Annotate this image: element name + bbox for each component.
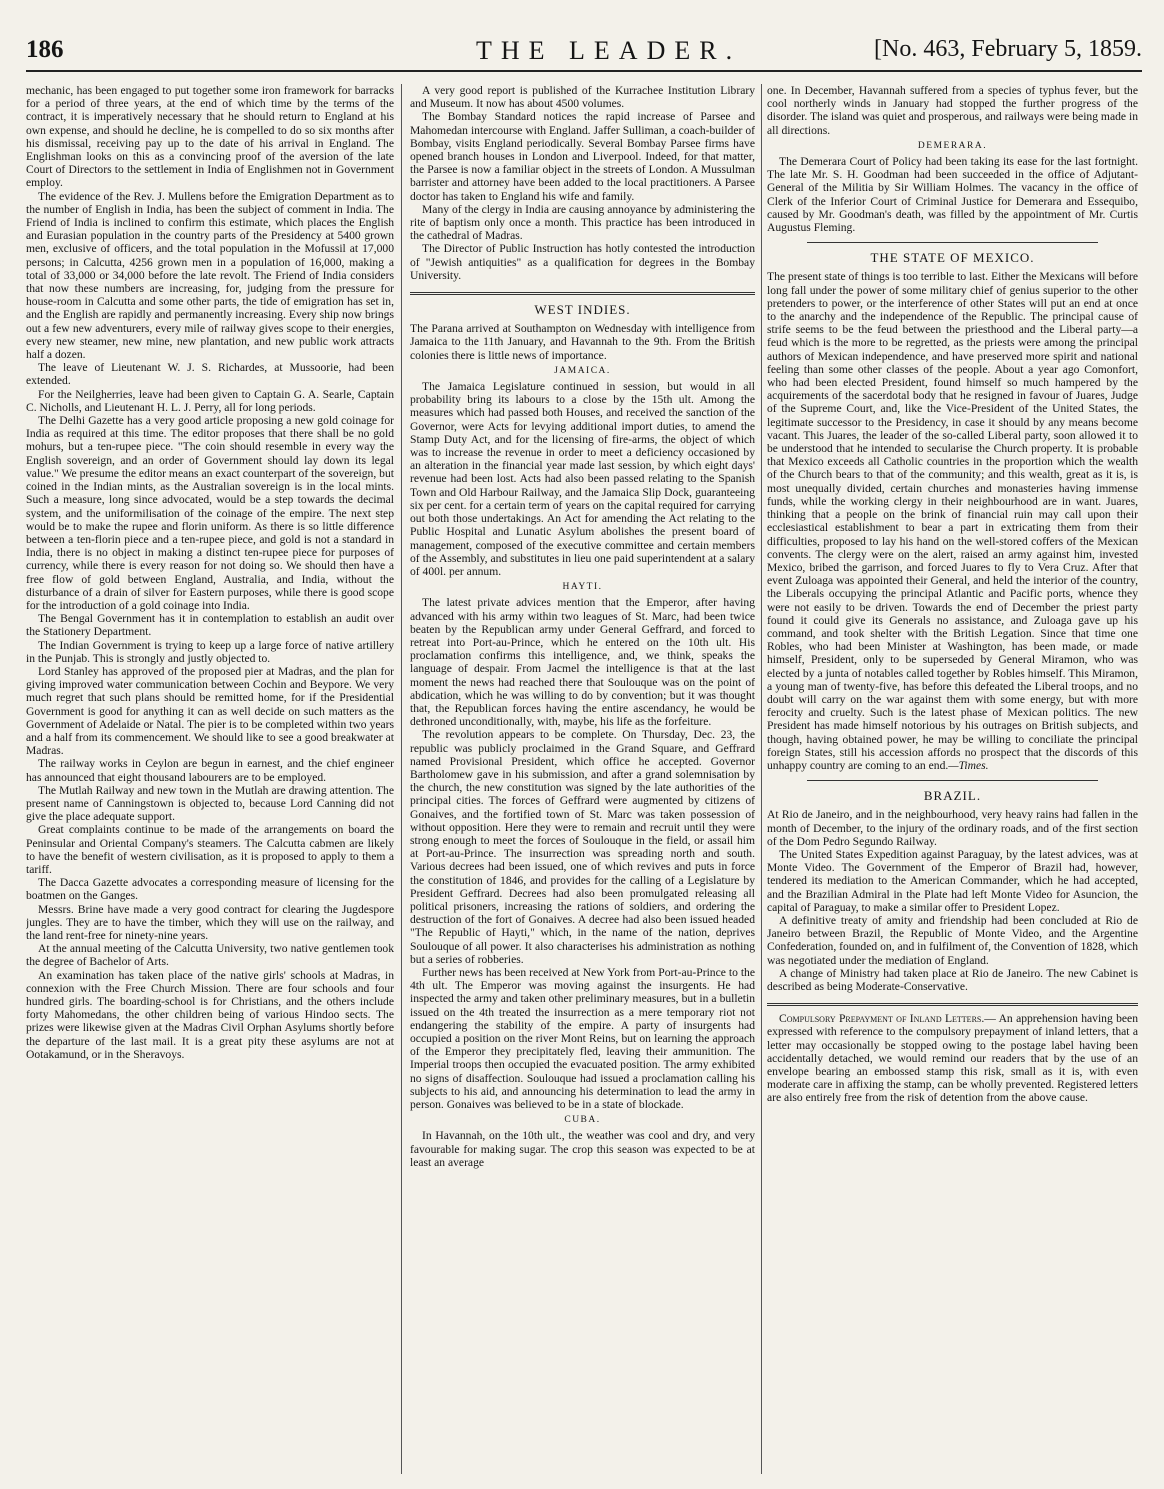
paragraph: The latest private advices mention that the Emperor, after having advanced with his army within two leagues of St. Marc, had been twice beaten by the Republican army under General Geffrard, and forced to retreat into Port-au-Prince, which he entered on the 10th ult. His proclamation confirms this intelligence, and, we think, speaks the language of despair. From Jacmel the intelligence is that at the last moment the news had reached there that Soulouque was on the point of abdication, which he was willing to do by convention; but it was thought that, the Republican forces having the entire ascendancy, he would be dethroned unconditionally, with, maybe, his life as the forfeiture.	[410, 596, 755, 729]
paragraph: mechanic, has been engaged to put together some iron framework for barracks for a period of three years, at the end of which time by the terms of the contract, it is imperatively necessary that he should return to England at his own expense, and should he decline, he is compelled to do so six months after his dismissal, receiving pay up to the date of his arrival in England. The Englishman looks on this as a convincing proof of the aversion of the late Court of Directors to the settlement in India of Englishmen not in Government employ.	[26, 84, 394, 190]
section-divider	[807, 242, 1098, 243]
subheading: CUBA.	[564, 1115, 601, 1126]
paragraph: At Rio de Janeiro, and in the neighbourhood, very heavy rains had fallen in the month of December, to the injury of the ordinary roads, and of the first section of the Dom Pedro Segundo Railway.	[767, 808, 1138, 848]
paragraph: Messrs. Brine have made a very good contract for clearing the Jugdespore jungles. They are to have the timber, which they will use on the railway, and the land rent-free for ninety-nine years.	[26, 902, 394, 942]
paragraph	[767, 270, 1138, 772]
column-rule	[401, 84, 402, 1474]
paragraph: The United States Expedition against Paraguay, by the latest advices, was at Monte Video. The Government of the Emperor of Brazil had, however, tendered its mediation to the American Commander, which he had accepted, and the Brazilian Admiral in the Plate had left Monte Video for Asuncion, the capital of Paraguay, to make a similar offer to President Lopez.	[767, 847, 1138, 914]
subheading: JAMAICA.	[554, 365, 611, 376]
section-heading: THE STATE OF MEXICO.	[870, 250, 1035, 266]
paragraph: The Director of Public Instruction has hotly contested the introduction of "Jewish antiquities" as a qualification for degrees in the Bombay University.	[410, 242, 755, 282]
column-1	[26, 84, 394, 1474]
paragraph: The Indian Government is trying to keep up a large force of native artillery in the Punjab. This is strongly and justly objected to.	[26, 638, 394, 665]
column-2	[410, 84, 755, 1474]
paragraph: The Mutlah Railway and new town in the Mutlah are drawing attention. The present name of Canningstown is objected to, because Lord Canning did not give the place adequate support.	[26, 783, 394, 824]
paragraph: The leave of Lieutenant W. J. S. Richardes, at Mussoorie, had been extended.	[26, 361, 394, 388]
masthead	[26, 30, 1142, 72]
paragraph: The railway works in Ceylon are begun in earnest, and the chief engineer has announced that eight thousand labourers are to be employed.	[26, 757, 394, 784]
paragraph: The Dacca Gazette advocates a corresponding measure of licensing for the boatmen on the Ganges.	[26, 876, 394, 903]
paragraph: Lord Stanley has approved of the proposed pier at Madras, and the plan for giving improved water communication between Cochin and Beypore. We very much regret that such plans should be remitted home, for if the Presidential Government is good for anything it can as well decide on such matters as the Government of Adelaide or Natal. The pier is to be completed within two years and a half from its commencement. We should like to see a good breakwater at Madras.	[26, 664, 394, 758]
paragraph: The Jamaica Legislature continued in session, but would in all probability bring its labours to a close by the 15th ult. Among the measures which had passed both Houses, and received the sanction of the Governor, were Acts for levying additional import duties, to amend the Stamp Duty Act, and for the licensing of fire-arms, the object of which was to increase the revenue in order to meet a deficiency occasioned by an alteration in the financial year made last session, by which eight days' revenue had been lost. Acts had also been passed relating to the Spanish Town and Old Harbour Railway, and the Jamaica Slip Dock, guaranteeing six per cent. for a certain term of years on the capital required for carrying out both those undertakings. An Act for amending the Act relating to the Public Hospital and Lunatic Asylum abolishes the present board of management, composed of the executive committee and certain members of the Assembly, and substitutes in lieu one paid superintendent at a salary of 400l. per annum.	[410, 380, 755, 578]
paragraph: An examination has taken place of the native girls' schools at Madras, in connexion with the Free Church Mission. There are four schools and four hundred girls. The boarding-school is for Christians, and the others include forty Mahomedans, the other children being of various Hindoo sects. The prizes were likewise given at the Madras Civil Orphan Asylums shortly before the departure of the last mail. It is a great pity these asylums are not at Ootakamund, or in the Sheravoys.	[26, 968, 394, 1061]
paragraph: In Havannah, on the 10th ult., the weather was cool and dry, and very favourable for making sugar. The crop this season was expected to be at least an average	[410, 1129, 755, 1169]
paragraph: For the Neilgherries, leave had been given to Captain G. A. Searle, Captain C. Nicholls, and Lieutenant H. L. J. Perry, all for long periods.	[26, 387, 394, 414]
issue-info: [No. 463, February 5, 1859.	[874, 36, 1142, 62]
paragraph: The Demerara Court of Policy had been taking its ease for the last fortnight. The late Mr. S. H. Goodman had been succeeded in the office of Adjutant-General of the Militia by Sir William Holmes. The vacancy in the office of Clerk of the Inferior Court of Criminal Justice for Demerara and Essequibo, caused by Mr. Goodman's death, was filled by the appointment of Mr. Curtis Augustus Fleming.	[767, 155, 1138, 235]
paragraph: The evidence of the Rev. J. Mullens before the Emigration Department as to the number of English in India, has been the subject of comment in India. The Friend of India is inclined to confirm this estimate, which places the English and Eurasian population in the country parts of the Presidency at 5400 grown men, exclusive of officers, and the total population in the Mofussil at 17,000 persons; in Calcutta, 4256 grown men in a population of 16,000, making a total of 33,000 or 34,000 before the late revolt. The Friend of India considers that now these numbers are increasing, for, judging from the pressure for house-room in Calcutta and some other parts, the tide of emigration has set in, and the English are rapidly and permanently increasing. Every ship now brings out a few new adventurers, every mile of railway gives scope to their energies, every new steamer, new mine, new plantation, and new public work attracts half a dozen.	[26, 189, 394, 362]
source-credit: —Times.	[948, 758, 989, 772]
subheading: HAYTI.	[562, 582, 603, 593]
section-divider	[767, 1003, 1138, 1006]
paragraph: A definitive treaty of amity and friendship had been concluded at Rio de Janeiro between Brazil, the Republic of Monte Video, and the Argentine Confederation, founded on, and in fulfilment of, the Convention of 1828, which was negotiated under the mediation of England.	[767, 913, 1138, 967]
paragraph	[767, 1012, 1138, 1104]
paragraph: The Bombay Standard notices the rapid increase of Parsee and Mahomedan intercourse with England. Jaffer Sulliman, a coach-builder of Bombay, visits England periodically. Several Bombay Parsee firms have opened branch houses in London and Liverpool. Indeed, for that matter, the Parsee is now a familiar object in the streets of London. A Mussulman barrister and attorney have been added to the local practitioners. A Parsee doctor has taken to England his wife and family.	[410, 110, 755, 203]
subheading: DEMERARA.	[917, 140, 988, 151]
paragraph: Many of the clergy in India are causing annoyance by administering the rite of baptism only once a month. This practice has been introduced in the cathedral of Madras.	[410, 202, 755, 243]
paragraph: The Bengal Government has it in contemplation to establish an audit over the Stationery Department.	[26, 612, 394, 639]
paragraph: A very good report is published of the Kurrachee Institution Library and Museum. It now has about 4500 volumes.	[410, 84, 755, 111]
paragraph: At the annual meeting of the Calcutta University, two native gentlemen took the degree of Bachelor of Arts.	[26, 942, 394, 969]
paragraph: one. In December, Havannah suffered from a species of typhus fever, but the cool northerly winds in January had stopped the further progress of the disorder. The island was quiet and prosperous, and railways were being made in all directions.	[767, 84, 1138, 137]
paragraph: A change of Ministry had taken place at Rio de Janeiro. The new Cabinet is described as being Moderate-Conservative.	[767, 966, 1138, 993]
section-divider	[807, 780, 1098, 781]
section-divider	[410, 292, 755, 295]
column-3	[767, 84, 1138, 1474]
paragraph: The Parana arrived at Southampton on Wednesday with intelligence from Jamaica to the 11th January, and Havannah to the 9th. From the British colonies there is little news of importance.	[410, 322, 755, 362]
section-heading: BRAZIL.	[923, 788, 982, 804]
paragraph: Great complaints continue to be made of the arrangements on board the Peninsular and Oriental Company's steamers. The Calcutta cabmen are likely to have the benefit of western civilisation, as it is proposed to apply to them a tariff.	[26, 823, 394, 876]
column-rule	[761, 84, 762, 1474]
paragraph-text: An apprehension having been expressed with reference to the compulsory prepayment of inland letters, that a letter may occasionally be stopped owing to the postage label having been accidentally detached, we would remind our readers that by the use of an envelope bearing an embossed stamp this risk, small as it is, with even moderate care in affixing the stamp, can be wholly prevented. Registered letters are also entirely free from the risk of detention from the above cause.	[767, 1012, 1138, 1105]
paragraph: Further news has been received at New York from Port-au-Prince to the 4th ult. The Emperor was moving against the insurgents. He had inspected the army and taken other preliminary measures, but in a bulletin issued on the 4th treated the insurrection as a mere temporary riot not endangering the stability of the empire. A party of insurgents had occupied a position on the river Mont Reins, but on learning the approach of the Emperor they precipitately fled, leaving their ammunition. The Imperial troops then occupied the evacuated position. The army exhibited no signs of disaffection. Soulouque had issued a proclamation calling his subjects to his aid, and announcing his determination to lead the army in person. Gonaives was believed to be in a state of blockade.	[410, 966, 755, 1112]
item-title: Compulsory Prepayment of Inland Letters.—	[779, 1012, 996, 1026]
newspaper-title: THE LEADER.	[476, 36, 742, 65]
paragraph: The Delhi Gazette has a very good article proposing a new gold coinage for India as required at this time. The editor proposes that there shall be no gold mohurs, but a ten-rupee piece. "The coin should resemble in every way the English sovereign, and an order of Government should lay down its legal value." We presume the editor means an exact counterpart of the sovereign, but coined in the Indian mints, as the Australian sovereign is in the local mints. Such a measure, long since advocated, would be a step towards the decimal system, and the uniformilisation of the coinage of the empire. The next step would be to make the rupee and florin uniform. As there is so little difference between a ten-florin piece and a ten-rupee piece, and gold is not a standard in India, there is no object in making a distinct ten-rupee piece for purposes of currency, while there is every reason for not doing so. We should then have a free flow of gold between England, Australia, and India, without the disturbance of a drain of silver for Eastern purposes, while there is good scope for the introduction of a gold coinage into India.	[26, 414, 394, 612]
paragraph-text: The present state of things is too terrible to last. Either the Mexicans will before long fall under the power of some military chief of genius superior to the other pretenders to power, or the interference of other States will put an end at once to the anarchy and the independence of the Republic. The principal cause of strife seems to be the feud between the priesthood and the Liberal party—a feud which is the more to be regretted, as the priests were among the principal authors of Mexican independence, and have preserved more spirit and national feeling than some other classes of the people. About a year ago Comonfort, who had been elected President, found himself so much hampered by the acquirements of the sacerdotal body that he resigned in favour of Juares, Judge of the Supreme Court, and, like the Vice-President of the United States, the legitimate successor to the Presidency, in case it should by any means become vacant. This Juares, the leader of the so-called Liberal party, soon allowed it to be understood that he intended to secularise the Church property. It is probable that Mexico exceeds all Catholic countries in the proportion which the wealth of the Church bears to that of the community; and this wealth, great as it is, is most unequally divided, certain churches and monasteries having immense funds, while the working clergy in their neighbourhood are in want. Juares, thinking that a people on the brink of financial ruin may call upon their ecclesiastical establishment to bear a part in extricating them from their difficulties, proposed to lay his hand on the well-stored coffers of the Mexican convents. The clergy were on the alert, raised an army against him, invested Mexico, bribed the garrison, and forced Juares to fly to Vera Cruz. After that event Zuloaga was appointed their General, and held the interior of the country, the Liberals occupying the principal Atlantic and Pacific ports, whence they were not easily to be driven. Towards the end of December the priest party found it could give its Generals no assistance, and Zuloaga gave up his command, and took shelter with the British Legation. Since that time one Robles, who had been Minister at Washington, has been made, or made himself, President, only to be superseded by General Miramon, who was elected by a junta of notables called together by Robles himself. This Miramon, a young man of twenty-five, has before this defeated the Liberal troops, and no doubt will carry on the war against them with some energy, but with more ferocity and cruelty. Such is the latest phase of Mexican politics. The new President has made himself notorious by his outrages on British subjects, and though, having obtained power, he may be willing to conciliate the principal foreign States, still his accession affords no prospect that the discords of this unhappy country are coming to an end.	[767, 270, 1138, 772]
section-heading: WEST INDIES.	[534, 302, 631, 318]
page-number: 186	[26, 36, 64, 63]
paragraph: The revolution appears to be complete. On Thursday, Dec. 23, the republic was publicly proclaimed in the Grand Square, and Geffrard named Provisional President, which office he accepted. Governor Bartholomew gave in his submission, and after a grand solemnisation by the church, the new constitution was signed by the late authorities of the principal cities. The forces of Geffrard were augmented by citizens of Gonaives, and the fortified town of St. Marc was taken possession of without opposition. Here they were to remain and recruit until they were strong enough to meet the forces of Soulouque in the field, or assail him at Port-au-Prince. The insurrection was spreading north and south. Various decrees had been issued, one of which revives and puts in force the constitution of 1846, and provides for the calling of a Legislature by President Geffrard. Decrees had also been promulgated releasing all political prisoners, increasing the rations of soldiers, and ordering the destruction of the fort of Gonaives. A decree had also been issued headed "The Republic of Hayti," which, in the name of the nation, deprives Soulouque of all power. It also characterises his administration as nothing but a series of robberies.	[410, 728, 755, 966]
